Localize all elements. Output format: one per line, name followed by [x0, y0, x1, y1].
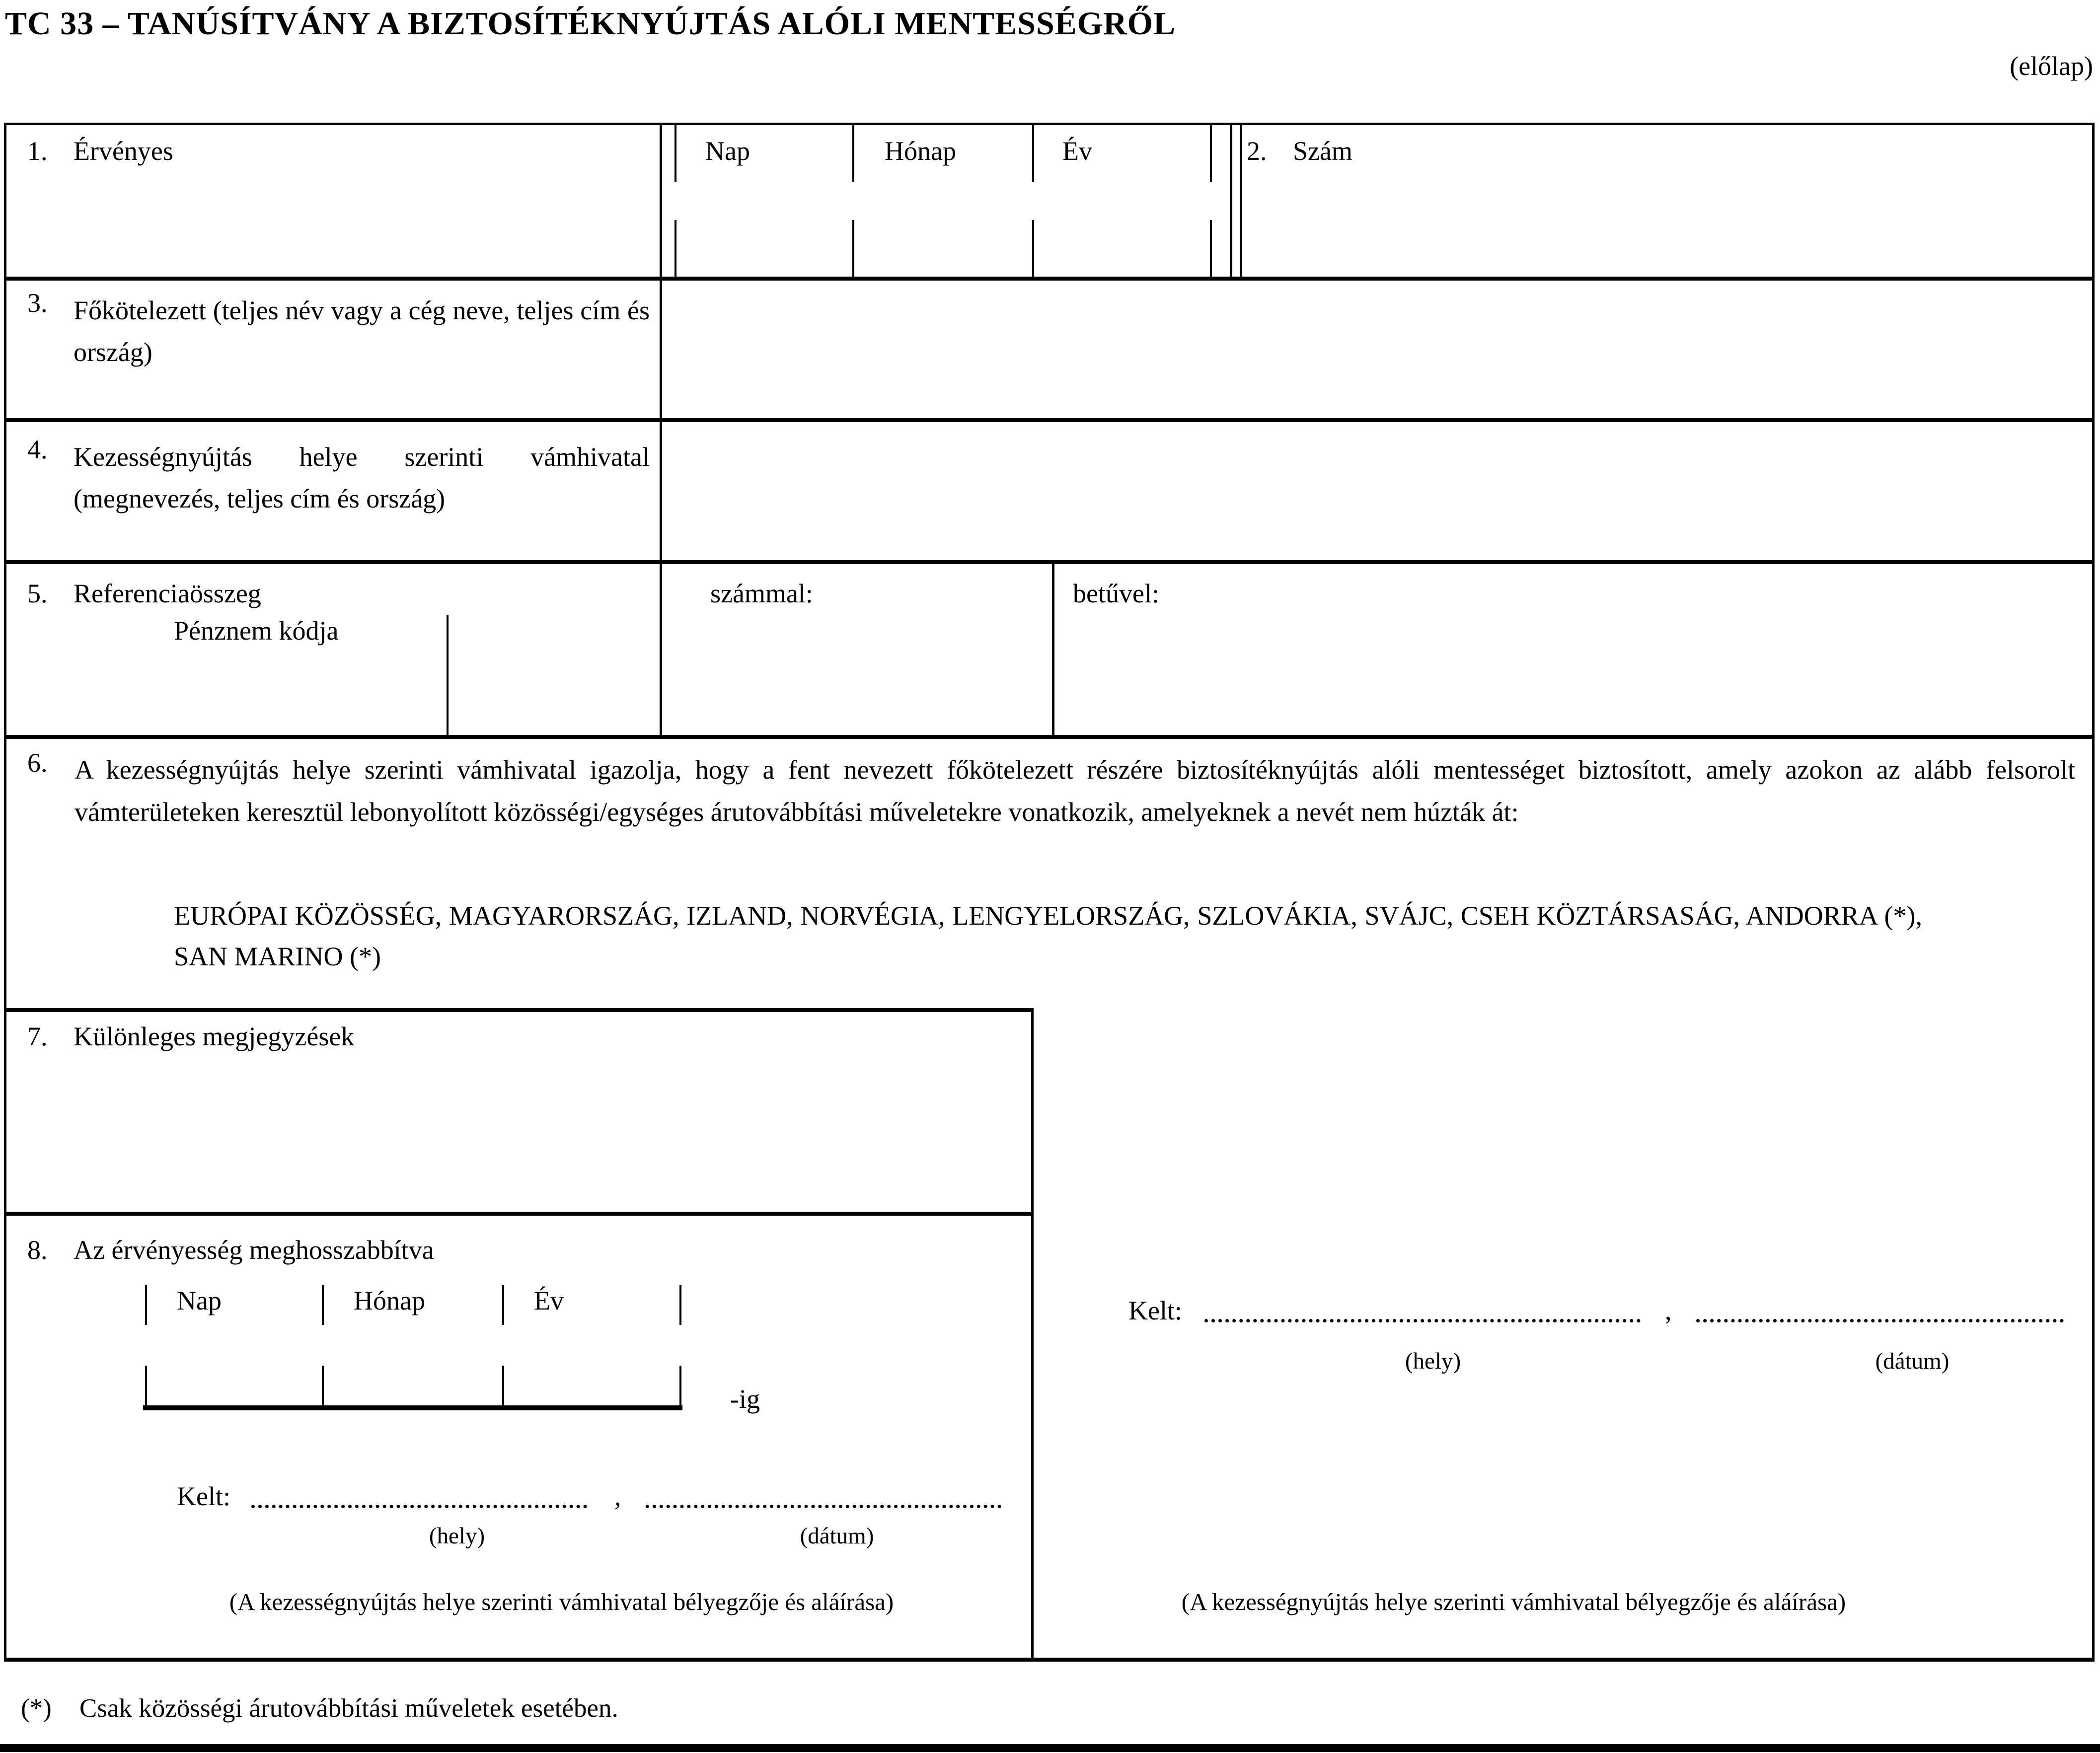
right-comma: ,: [1665, 1296, 1672, 1325]
date-tick: [852, 125, 854, 182]
row-divider-1-3: [4, 277, 2095, 281]
left-comma: ,: [614, 1481, 621, 1511]
field-4-label: Kezességnyújtás helye szerinti vámhivatal (megnevezés, teljes cím és ország): [74, 442, 650, 513]
date-tick: [852, 220, 854, 277]
amount-in-figures-label: számmal:: [710, 579, 813, 608]
box8-col-year: Év: [534, 1286, 564, 1315]
field-2-number: 2.: [1247, 136, 1267, 166]
currency-code-line: [447, 615, 449, 735]
table-border-top: [4, 123, 2095, 125]
field-2-label: Szám: [1293, 136, 1352, 166]
table-border-right: [2092, 123, 2095, 1662]
row-divider-7-8: [4, 1212, 1033, 1216]
row-divider-5-6: [4, 735, 2095, 739]
right-stamp-signature-note: (A kezességnyújtás helye szerinti vámhivatal bélyegzője és aláírása): [1181, 1588, 1846, 1615]
field-4: [27, 436, 650, 519]
left-place-dotted-line: [251, 1505, 587, 1508]
date-entry-underline: [143, 1405, 682, 1410]
right-kelt-label: Kelt:: [1128, 1296, 1182, 1325]
right-place-dotted-line: [1204, 1319, 1641, 1322]
row1-col-day: Nap: [705, 136, 750, 166]
table-border-bottom: [4, 1658, 2095, 1662]
page-title: TC 33 – TANÚSÍTVÁNY A BIZTOSÍTÉKNYÚJTÁS ALÓLI MENTESSÉGRŐL: [5, 5, 1176, 42]
date-tick: [502, 1285, 504, 1325]
table-border-left: [4, 123, 6, 1662]
date-tick: [502, 1366, 504, 1409]
territories-list: EURÓPAI KÖZÖSSÉG, MAGYARORSZÁG, IZLAND, NORVÉGIA, LENGYELORSZÁG, SZLOVÁKIA, SVÁJC, CSEH KÖZTÁRSASÁG, ANDORRA (*), SAN MARINO (*): [174, 901, 1922, 971]
footnote-marker: (*): [21, 1694, 52, 1723]
date-tick: [675, 220, 676, 277]
field-1: [27, 138, 173, 164]
amount-in-words-label: betűvel:: [1073, 579, 1159, 608]
date-tick: [1032, 125, 1034, 182]
field-1-label: Érvényes: [74, 136, 173, 166]
field-8-number: 8.: [27, 1235, 48, 1265]
date-tick: [1210, 220, 1212, 277]
date-tick: [675, 125, 676, 182]
date-tick: [145, 1366, 147, 1409]
field-7-label: Különleges megjegyzések: [74, 1022, 355, 1051]
field-3-number: 3.: [27, 288, 48, 318]
right-date-caption: (dátum): [1875, 1348, 1950, 1374]
field-8-label: Az érvényesség meghosszabbítva: [74, 1235, 434, 1265]
label-column-divider: [660, 123, 662, 735]
left-date-caption: (dátum): [800, 1523, 874, 1549]
field-3-label: Főkötelezett (teljes név vagy a cég neve, teljes cím és ország): [74, 295, 650, 367]
field-1-number: 1.: [27, 136, 48, 166]
field-5: [27, 580, 261, 607]
date-tick: [679, 1285, 681, 1325]
double-rule: [1230, 125, 1232, 277]
field-7-number: 7.: [27, 1022, 48, 1051]
row-divider-3-4: [4, 418, 2095, 422]
date-tick: [145, 1285, 147, 1325]
date-tick: [322, 1285, 324, 1325]
field-8: [27, 1237, 434, 1263]
field-6: [27, 749, 2075, 833]
field-7: [27, 1023, 354, 1050]
currency-code-label: Pénznem kódja: [174, 616, 339, 646]
row-divider-6-7: [4, 1008, 1033, 1012]
date-tick: [1032, 220, 1034, 277]
until-suffix: -ig: [730, 1384, 760, 1414]
figures-words-divider: [1052, 560, 1054, 735]
row-divider-4-5: [4, 560, 2095, 564]
right-place-caption: (hely): [1405, 1348, 1461, 1374]
footnote-text: Csak közösségi árutovábbítási műveletek esetében.: [79, 1694, 618, 1723]
row1-col-month: Hónap: [885, 136, 956, 166]
date-tick: [1210, 125, 1212, 182]
date-tick: [322, 1366, 324, 1409]
right-date-dotted-line: [1696, 1319, 2064, 1322]
box8-col-month: Hónap: [354, 1286, 425, 1315]
left-place-caption: (hely): [429, 1523, 485, 1549]
field-6-text: A kezességnyújtás helye szerinti vámhivatal igazolja, hogy a fent nevezett főkötelezett részére biztosítéknyújtás alóli mentességet biztosított, amely azokon az alább felsorolt vámterületeken keresztül lebonyolított közösségi/egységes árutovábbítási műveletekre vonatkozik, amelyeknek a nevét nem húzták át:: [75, 755, 2075, 827]
column-divider-box78: [1031, 1008, 1034, 1662]
left-date-dotted-line: [646, 1505, 1001, 1508]
date-tick: [679, 1366, 681, 1409]
field-5-number: 5.: [27, 579, 48, 608]
field-6-number: 6.: [27, 748, 48, 778]
page-side-marker: (előlap): [2010, 51, 2093, 81]
field-4-number: 4.: [27, 435, 48, 464]
row1-col-year: Év: [1062, 136, 1092, 166]
page-bottom-bar: [0, 1744, 2100, 1752]
left-stamp-signature-note: (A kezességnyújtás helye szerinti vámhivatal bélyegzője és aláírása): [229, 1588, 894, 1615]
field-2: [1247, 138, 1352, 164]
field-5-label: Referenciaösszeg: [74, 579, 261, 608]
box8-col-day: Nap: [177, 1286, 222, 1315]
field-3: [27, 290, 650, 373]
double-rule: [1240, 125, 1242, 277]
left-kelt-label: Kelt:: [177, 1481, 230, 1511]
